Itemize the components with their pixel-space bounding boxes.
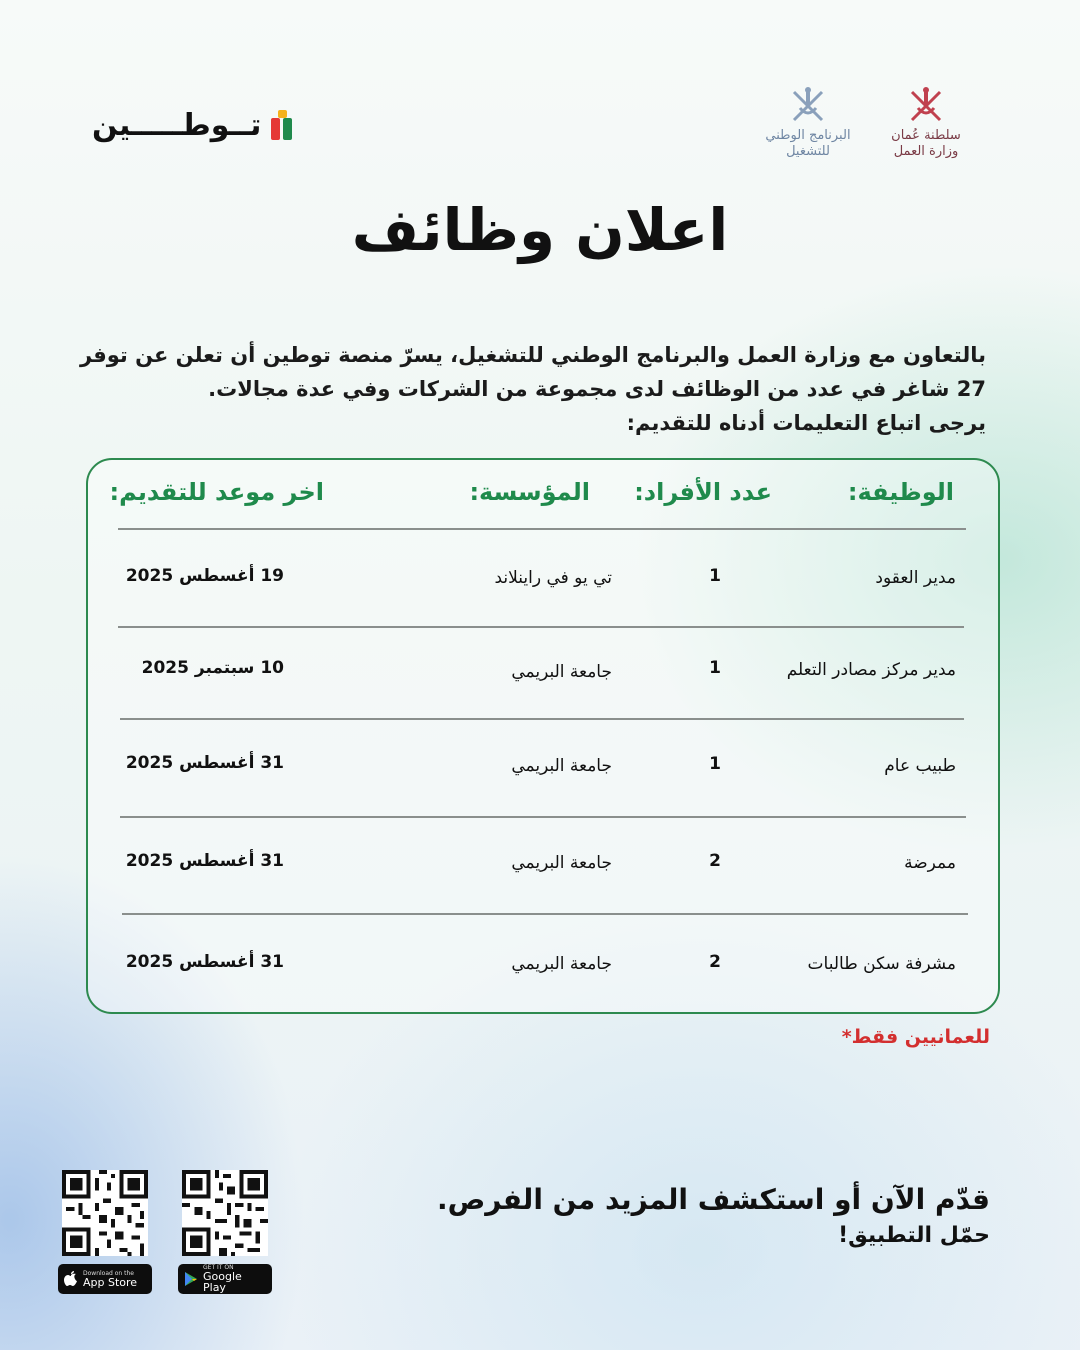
row-2-job: مدير مركز مصادر التعلم xyxy=(786,660,956,680)
table-divider xyxy=(122,913,968,915)
table-divider xyxy=(120,718,964,720)
table-divider xyxy=(120,816,966,818)
ministry-of-labour-logo xyxy=(878,84,974,160)
government-logos xyxy=(760,84,974,160)
app-store-small-text: Download on the xyxy=(83,1269,134,1277)
row-1-job: مدير العقود xyxy=(875,568,956,588)
google-play-big-text: Google Play xyxy=(203,1270,242,1294)
tawteen-logo-icon xyxy=(267,108,297,142)
national-emblem-icon xyxy=(904,84,948,128)
header-job: الوظيفة: xyxy=(847,478,954,506)
row-4-job: ممرضة xyxy=(904,853,956,873)
row-5-job: مشرفة سكن طالبات xyxy=(807,954,956,974)
program-logo-line1: البرنامج الوطني xyxy=(765,128,851,143)
row-2-org: جامعة البريمي xyxy=(511,662,612,682)
header-deadline: اخر موعد للتقديم: xyxy=(109,478,324,506)
app-store-download[interactable] xyxy=(58,1170,152,1294)
row-3-count: 1 xyxy=(709,754,721,774)
intro-paragraph xyxy=(79,338,986,440)
table-divider xyxy=(118,528,966,530)
apple-icon xyxy=(64,1271,78,1287)
row-5-org: جامعة البريمي xyxy=(511,954,612,974)
national-employment-program-logo xyxy=(760,84,856,160)
ministry-logo-line2: وزارة العمل xyxy=(893,144,959,159)
app-store-button[interactable] xyxy=(58,1264,152,1294)
google-play-icon xyxy=(184,1271,198,1287)
intro-line-3: يرجى اتباع التعليمات أدناه للتقديم: xyxy=(626,411,986,435)
row-1-deadline: 19 أغسطس 2025 xyxy=(125,566,284,586)
row-3-job: طبيب عام xyxy=(884,756,956,776)
row-2-deadline: 10 سبتمبر 2025 xyxy=(141,658,284,678)
google-play-button[interactable] xyxy=(178,1264,272,1294)
google-play-small-text: GET IT ON xyxy=(203,1264,234,1271)
omanis-only-note: للعمانيين فقط* xyxy=(841,1026,990,1048)
row-4-count: 2 xyxy=(709,851,721,871)
cta-sub-text: حمّل التطبيق! xyxy=(838,1223,990,1248)
row-5-deadline: 31 أغسطس 2025 xyxy=(125,952,284,972)
row-4-deadline: 31 أغسطس 2025 xyxy=(125,851,284,871)
google-play-download[interactable] xyxy=(178,1170,272,1294)
header-org: المؤسسة: xyxy=(469,478,590,506)
row-3-deadline: 31 أغسطس 2025 xyxy=(125,753,284,773)
app-store-big-text: App Store xyxy=(83,1275,138,1289)
jobs-table-card xyxy=(86,458,1000,1014)
row-1-count: 1 xyxy=(709,566,721,586)
qr-code-icon xyxy=(62,1170,148,1256)
cta-main-text: قدّم الآن أو استكشف المزيد من الفرص. xyxy=(436,1183,990,1216)
intro-line-1: بالتعاون مع وزارة العمل والبرنامج الوطني للتشغيل، يسرّ منصة توطين أن تعلن عن توفر xyxy=(79,343,986,367)
row-3-org: جامعة البريمي xyxy=(511,756,612,776)
header-count: عدد الأفراد: xyxy=(634,478,772,506)
program-logo-line2: للتشغيل xyxy=(786,144,830,159)
intro-line-2: 27 شاغر في عدد من الوظائف لدى مجموعة من الشركات وفي عدة مجالات. xyxy=(208,377,986,401)
page-title: اعلان وظائف xyxy=(351,196,729,264)
tawteen-logo xyxy=(92,100,297,150)
row-2-count: 1 xyxy=(709,658,721,678)
table-divider xyxy=(118,626,964,628)
row-5-count: 2 xyxy=(709,952,721,972)
national-emblem-icon xyxy=(786,84,830,128)
row-4-org: جامعة البريمي xyxy=(511,853,612,873)
tawteen-logo-text: تــوطـــــين xyxy=(92,107,262,143)
row-1-org: تي يو في راينلاند xyxy=(494,568,612,588)
ministry-logo-line1: سلطنة عُمان xyxy=(891,128,961,143)
call-to-action xyxy=(437,1180,990,1252)
qr-code-icon xyxy=(182,1170,268,1256)
